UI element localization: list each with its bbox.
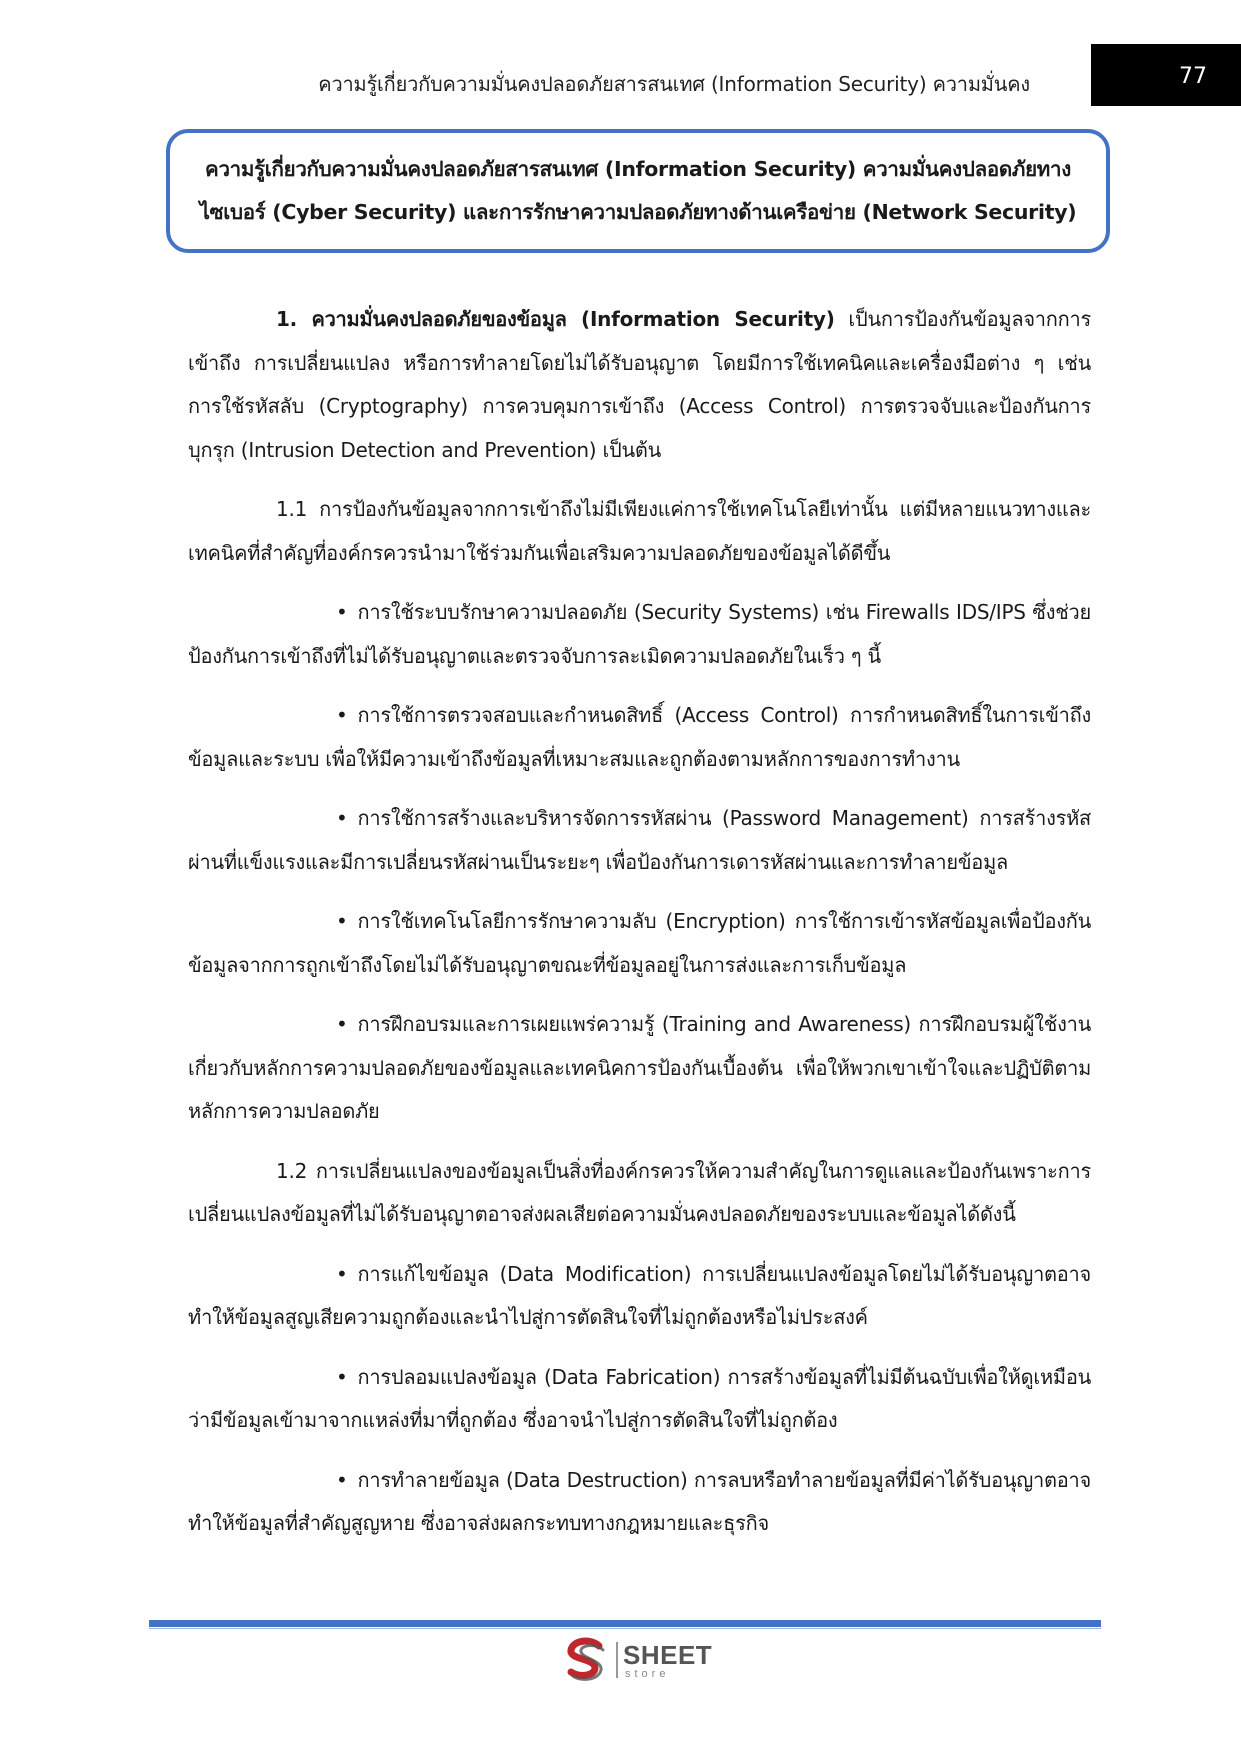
title-line-1: ความรู้เกี่ยวกับความมั่นคงปลอดภัยสารสนเทศ (Information Security) ความมั่นคงปลอดภัยทาง	[205, 157, 1071, 181]
section-1-paragraph	[188, 298, 1091, 472]
bullet-text: การทำลายข้อมูล (Data Destruction) การลบหรือทำลายข้อมูลที่มีค่าได้รับอนุญาตอาจทำให้ข้อมูลที่สำคัญสูญหาย ซึ่งอาจส่งผลกระทบทางกฎหมายและธุรกิจ	[188, 1467, 1091, 1535]
logo-wordmark: SHEET	[623, 1640, 713, 1670]
bullet-text: การปลอมแปลงข้อมูล (Data Fabrication) การสร้างข้อมูลที่ไม่มีต้นฉบับเพื่อให้ดูเหมือนว่ามีข้อมูลเข้ามาจากแหล่งที่มาที่ถูกต้อง ซึ่งอาจนำไปสู่การตัดสินใจที่ไม่ถูกต้อง	[188, 1364, 1091, 1432]
running-header: ความรู้เกี่ยวกับความมั่นคงปลอดภัยสารสนเทศ (Information Security) ความมั่นคง	[318, 72, 1030, 96]
footer-divider-thin	[149, 1628, 1101, 1629]
sheet-store-s-icon	[561, 1636, 611, 1684]
bullet-icon: •	[336, 1467, 348, 1492]
list-item	[188, 694, 1091, 781]
bullet-text: การใช้การตรวจสอบและกำหนดสิทธิ์ (Access Control) การกำหนดสิทธิ์ในการเข้าถึงข้อมูลและระบบ เพื่อให้มีความเข้าถึงข้อมูลที่เหมาะสมและถูกต้องตามหลักการของการทำงาน	[188, 703, 1091, 771]
title-box	[166, 129, 1110, 253]
bullet-text: การแก้ไขข้อมูล (Data Modification) การเปลี่ยนแปลงข้อมูลโดยไม่ได้รับอนุญาตอาจทำให้ข้อมูลสูญเสียความถูกต้องและนำไปสู่การตัดสินใจที่ไม่ถูกต้องหรือไม่ประสงค์	[188, 1261, 1091, 1329]
bullet-icon: •	[336, 806, 348, 830]
list-item	[188, 1459, 1091, 1546]
page-number: 77	[1179, 64, 1207, 89]
list-item	[188, 1253, 1091, 1340]
bullet-text: การใช้เทคโนโลยีการรักษาความลับ (Encryption) การใช้การเข้ารหัสข้อมูลเพื่อป้องกันข้อมูลจากการถูกเข้าถึงโดยไม่ได้รับอนุญาตขณะที่ข้อมูลอยู่ในการส่งและการเก็บข้อมูล	[188, 909, 1091, 977]
bullet-text: การใช้ระบบรักษาความปลอดภัย (Security Systems) เช่น Firewalls IDS/IPS ซึ่งช่วยป้องกันการเข้าถึงที่ไม่ได้รับอนุญาตและตรวจจับการละเมิดความปลอดภัยในเร็ว ๆ นี้	[188, 600, 1091, 668]
logo-separator	[616, 1642, 618, 1678]
list-item	[188, 591, 1091, 678]
section-1-text: เป็นการป้องกันข้อมูลจากการเข้าถึง การเปลี่ยนแปลง หรือการทำลายโดยไม่ได้รับอนุญาต โดยมีการใช้เทคนิคและเครื่องมือต่าง ๆ เช่น การใช้รหัสลับ (Cryptography) การควบคุมการเข้าถึง (Access Control) การตรวจจับและป้องกันการบุกรุก (Intrusion Detection and Prevention) เป็นต้น	[188, 307, 1091, 462]
list-item	[188, 1356, 1091, 1443]
title-line-2: ไซเบอร์ (Cyber Security) และการรักษาความปลอดภัยทางด้านเครือข่าย (Network Security)	[199, 200, 1077, 224]
footer-divider	[149, 1620, 1101, 1627]
subsection-1-1-paragraph: 1.1 การป้องกันข้อมูลจากการเข้าถึงไม่มีเพียงแค่การใช้เทคโนโลยีเท่านั้น แต่มีหลายแนวทางและเทคนิคที่สำคัญที่องค์กรควรนำมาใช้ร่วมกันเพื่อเสริมความปลอดภัยของข้อมูลได้ดีขึ้น	[188, 497, 1091, 565]
body-content	[188, 298, 1091, 1562]
page-number-box	[1091, 44, 1241, 106]
list-item	[188, 1003, 1091, 1134]
bullet-icon: •	[336, 1364, 348, 1389]
subsection-1-2-paragraph: 1.2 การเปลี่ยนแปลงของข้อมูลเป็นสิ่งที่องค์กรควรให้ความสำคัญในการดูแลและป้องกันเพราะการเปลี่ยนแปลงข้อมูลที่ไม่ได้รับอนุญาตอาจส่งผลเสียต่อความมั่นคงปลอดภัยของระบบและข้อมูลได้ดังนี้	[188, 1158, 1091, 1226]
bullet-text: การใช้การสร้างและบริหารจัดการรหัสผ่าน (Password Management) การสร้างรหัสผ่านที่แข็งแรงและมีการเปลี่ยนรหัสผ่านเป็นระยะๆ เพื่อป้องกันการเดารหัสผ่านและการทำลายข้อมูล	[188, 806, 1091, 874]
bullet-icon: •	[336, 703, 348, 727]
logo-subtext: store	[625, 1668, 670, 1680]
bullet-icon: •	[336, 1012, 348, 1036]
list-item	[188, 900, 1091, 987]
bullet-text: การฝึกอบรมและการเผยแพร่ความรู้ (Training and Awareness) การฝึกอบรมผู้ใช้งานเกี่ยวกับหลักการความปลอดภัยของข้อมูลและเทคนิคการป้องกันเบื้องต้น เพื่อให้พวกเขาเข้าใจและปฏิบัติตามหลักการความปลอดภัย	[188, 1012, 1091, 1123]
sheet-store-logo	[561, 1636, 721, 1684]
section-1-heading: 1. ความมั่นคงปลอดภัยของข้อมูล (Information Security)	[276, 307, 835, 331]
bullet-icon: •	[336, 600, 348, 624]
bullet-icon: •	[336, 1261, 348, 1286]
list-item	[188, 797, 1091, 884]
bullet-icon: •	[336, 909, 348, 933]
